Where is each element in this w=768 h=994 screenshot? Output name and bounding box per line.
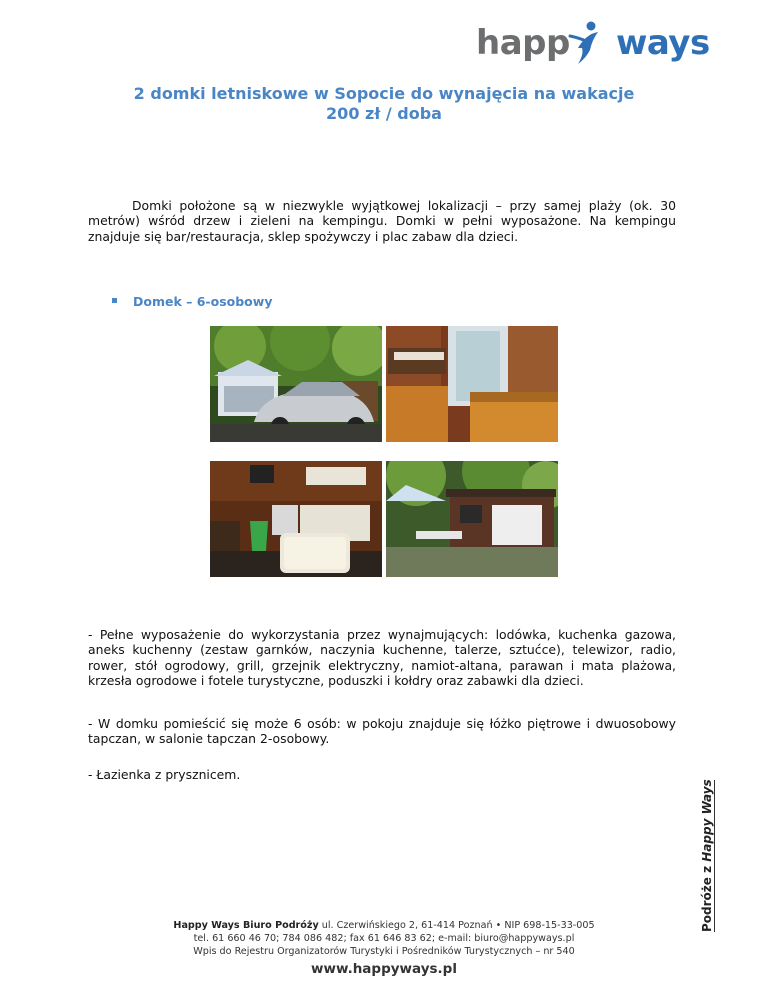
footer-company-line: [0, 919, 768, 932]
photo-bedroom: [386, 326, 558, 442]
title-price: 200 zł / doba: [326, 104, 442, 123]
happy-ways-logo: [474, 18, 719, 68]
photo-car-and-tent: [210, 326, 382, 442]
bathroom-paragraph: - Łazienka z prysznicem.: [88, 767, 241, 782]
page-title: [0, 84, 768, 124]
footer-contact-line: tel. 61 660 46 70; 784 086 482; fax 61 646 83 62; e-mail: biuro@happyways.pl: [193, 933, 575, 944]
square-bullet-icon: [112, 298, 117, 303]
title-line-1: 2 domki letniskowe w Sopocie do wynajęcia na wakacje: [133, 84, 635, 103]
photo-kitchen: [210, 461, 382, 577]
footer-website-link[interactable]: www.happyways.pl: [311, 961, 457, 977]
intro-paragraph: Domki położone są w niezwykle wyjątkowej lokalizacji – przy samej plaży (ok. 30 metrów) wśród drzew i zieleni na kempingu. Domki w pełni wyposażone. Na kempingu znajduje się bar/restauracja, sklep spożywczy i plac zabaw dla dzieci.: [88, 198, 676, 244]
photo-house-exterior: [386, 461, 558, 577]
sidebar-tagline: Podróże z Happy Ways: [700, 779, 714, 932]
logo-text-ways: ways: [616, 23, 710, 63]
logo-text-happ: happ: [476, 23, 570, 63]
bullet-label: Domek – 6-osobowy: [133, 294, 273, 309]
footer-registry-line: Wpis do Rejestru Organizatorów Turystyki i Pośredników Turystycznych – nr 540: [193, 946, 575, 957]
equipment-paragraph: - Pełne wyposażenie do wykorzystania przez wynajmujących: lodówka, kuchenka gazowa, aneks kuchenny (zestaw garnków, naczynia kuchenne, talerze, sztućce), telewizor, radio, rower, stół ogrodowy, grill, grzejnik elektryczny, namiot-altana, parawan i mata plażowa, krzesła ogrodowe i fotele turystyczne, poduszki i kołdry oraz zabawki dla dzieci.: [88, 627, 676, 689]
capacity-paragraph: - W domku pomieścić się może 6 osób: w pokoju znajduje się łóżko piętrowe i dwuosobowy tapczan, w salonie tapczan 2-osobowy.: [88, 716, 676, 747]
house-bullet: [112, 294, 272, 309]
footer-company-name: Happy Ways Biuro Podróży: [173, 920, 319, 931]
footer-address: ul. Czerwińskiego 2, 61-414 Poznań • NIP 698-15-33-005: [318, 920, 595, 931]
logo-figure-icon: [570, 22, 598, 65]
sidebar-divider: [714, 780, 715, 932]
